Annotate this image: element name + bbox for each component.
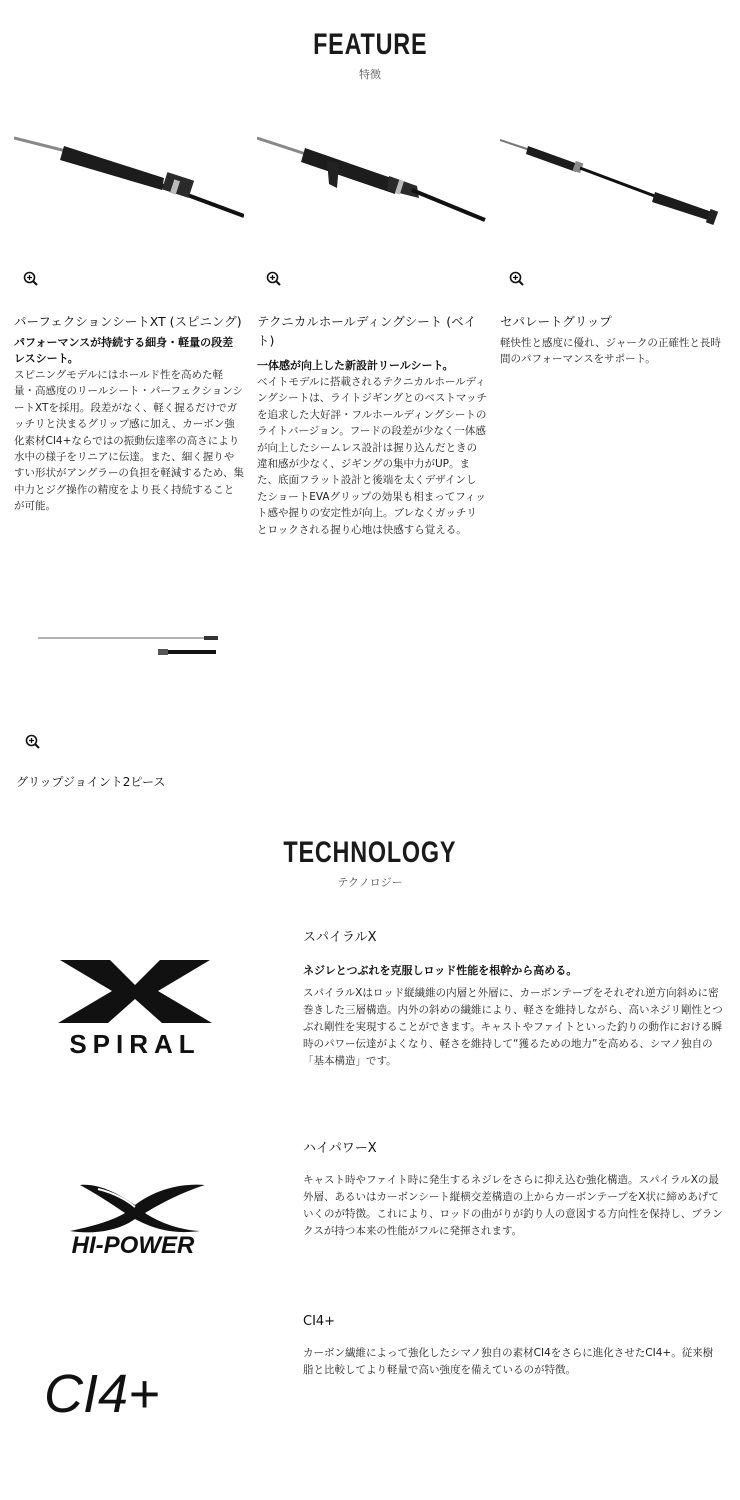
bait-seat-image <box>257 118 487 253</box>
feature-body-text: 軽快性と感度に優れ、ジャークの正確性と長時間のパフォーマンスをサポート。 <box>500 337 721 366</box>
hi-power-logo-text: HI-POWER <box>71 1232 195 1259</box>
technology-title: TECHNOLOGY <box>283 836 457 869</box>
feature-item-bait-seat <box>257 118 487 536</box>
tech-body-text: スパイラルXはロッド縦繊維の内層と外層に、カーボンテープをそれぞれ逆方向斜めに密巻きした三層構造。内外の斜めの繊維により、軽さを維持しながら、高いネジリ剛性とつぶれ剛性を実現することができます。キャストやファイトといった釣りの動作における瞬時のパワー伝達がよくなり、軽さを維持して“獲るための地力”を高める、シマノ独自の「基本構造」です。 <box>303 987 723 1067</box>
technology-header <box>0 836 740 890</box>
feature-body-text: ベイトモデルに搭載されるテクニカルホールディングシートは、ライトジギングとのベストマッチを追求した大好評・フルホールディングシートのライトバージョン。フードの段差が少なく一体感が向上したシームレス設計は握り込んだときの違和感が少なく、ジギングの集中力がUP。また、底面フラット設計と後端を太くデザインしたショートEVAグリップの効果も相まってフィット感や握りの安定性が向上。ブレなくガッチリとロックされる握り心地は快感すら覚える。 <box>257 376 487 536</box>
feature-header <box>0 28 740 82</box>
feature-lead-text: パフォーマンスが持続する細身・軽量の段差レスシート。 <box>14 336 234 365</box>
spiral-logo-text: SPIRAL <box>69 1029 201 1059</box>
tech-title-text: ハイパワーX <box>303 1141 377 1156</box>
zoom-in-icon[interactable] <box>22 270 40 288</box>
ci4-logo-text: CI4+ <box>44 1364 160 1424</box>
spinning-seat-image <box>14 118 244 253</box>
spiral-x-logo <box>40 955 230 1065</box>
tech-lead-text: ネジレとつぶれを克服しロッド性能を根幹から高める。 <box>303 964 578 977</box>
grip-joint-image <box>16 590 246 725</box>
zoom-in-icon[interactable] <box>508 270 526 288</box>
feature-title: FEATURE <box>312 28 428 61</box>
tech-item-ci4-plus <box>303 1313 723 1379</box>
feature-item-separate-grip <box>500 118 730 366</box>
feature-title-text: パーフェクションシートXT (スピニング) <box>14 314 242 329</box>
feature-title-text: セパレートグリップ <box>500 314 612 329</box>
tech-body-text: キャスト時やファイト時に発生するネジレをさらに抑え込む強化構造。スパイラルXの最外層、あるいはカーボンシート縦横交差構造の上からカーボンテープをX状に締めあげていくのが特徴。これにより、ロッドの曲がりが釣り人の意図する方向性を保持し、ブランクスが持つ本来の性能がフルに発揮されます。 <box>303 1174 723 1237</box>
feature-item-spinning-seat <box>14 118 244 513</box>
feature-body-text: スピニングモデルにはホールド性を高めた軽量・高感度のリールシート・パーフェクションシートXTを採用。段差がなく、軽く握るだけでガッチリと決まるグリップ感に加え、カーボン強化素材CI4+ならではの振動伝達率の高さにより水中の様子をリニアに伝達。また、細く握りやすい形状がアングラーの負担を軽減するため、集中力とジグ操作の精度をより長く持続することが可能。 <box>14 369 244 513</box>
hi-power-x-logo <box>40 1175 230 1285</box>
feature-title-text: テクニカルホールディングシート (ベイト) <box>257 314 477 348</box>
ci4-plus-logo <box>40 1350 230 1460</box>
tech-item-hi-power-x <box>303 1140 723 1240</box>
feature-subtitle: 特徴 <box>359 68 381 81</box>
tech-item-spiral-x <box>303 929 723 1070</box>
tech-title-text: CI4+ <box>303 1314 336 1329</box>
tech-title-text: スパイラルX <box>303 930 377 945</box>
technology-subtitle: テクノロジー <box>337 876 403 889</box>
tech-body-text: カーボン繊維によって強化したシマノ独自の素材CI4をさらに進化させたCI4+。従来樹脂と比較してより軽量で高い強度を備えているのが特徴。 <box>303 1347 714 1376</box>
feature-lead-text: 一体感が向上した新設計リールシート。 <box>257 359 454 372</box>
zoom-in-icon[interactable] <box>265 270 283 288</box>
feature-item-grip-joint <box>16 590 246 789</box>
zoom-in-icon[interactable] <box>24 733 42 751</box>
feature-title-text: グリップジョイント2ピース <box>16 775 166 789</box>
separate-grip-image <box>500 118 730 253</box>
